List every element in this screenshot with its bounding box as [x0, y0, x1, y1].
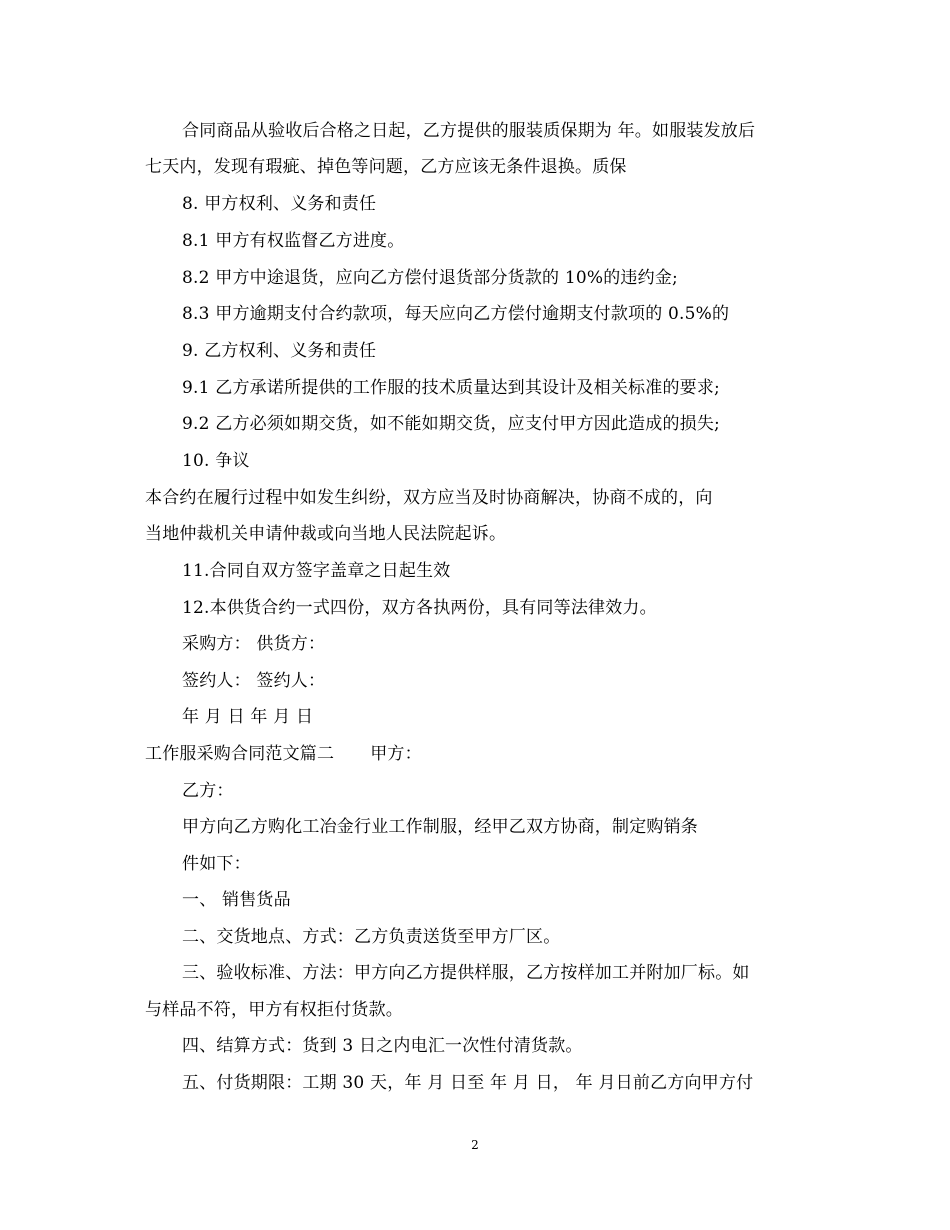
paragraph-line: 甲方向乙方购化工冶金行业工作制服，经甲乙双方协商，制定购销条	[182, 817, 698, 837]
clause-line: 8.2 甲方中途退货，应向乙方偿付退货部分货款的 10%的违约金;	[182, 268, 678, 288]
signature-date-line: 年 月 日 年 月 日	[182, 707, 314, 727]
clause-line: 8.1 甲方有权监督乙方进度。	[182, 231, 405, 251]
signature-signer-line: 签约人： 签约人：	[182, 671, 326, 691]
paragraph-line: 七天内，发现有瑕疵、掉色等问题，乙方应该无条件退换。质保	[145, 157, 627, 177]
paragraph-line: 合同商品从验收后合格之日起，乙方提供的服装质保期为 年。如服装发放后	[182, 121, 756, 141]
section-heading: 8. 甲方权利、义务和责任	[182, 194, 377, 214]
section-heading: 9. 乙方权利、义务和责任	[182, 341, 377, 361]
clause-line: 8.3 甲方逾期支付合约款项，每天应向乙方偿付逾期支付款项的 0.5%的	[182, 304, 730, 324]
section-heading: 10. 争议	[182, 451, 250, 471]
paragraph-line: 与样品不符，甲方有权拒付货款。	[145, 1000, 403, 1020]
page-number: 2	[471, 1138, 479, 1152]
party-a-label: 甲方：	[370, 744, 422, 764]
clause-line: 三、验收标准、方法：甲方向乙方提供样服，乙方按样加工并附加厂标。如	[182, 963, 750, 983]
section-heading: 一、 销售货品	[182, 890, 291, 910]
article-title-line	[145, 743, 422, 765]
clause-line: 五、付货期限：工期 30 天，年 月 日至 年 月 日， 年 月日前乙方向甲方付	[182, 1073, 754, 1093]
clause-line: 9.2 乙方必须如期交货，如不能如期交货，应支付甲方因此造成的损失;	[182, 414, 720, 434]
clause-line: 12.本供货合约一式四份，双方各执两份，具有同等法律效力。	[182, 598, 657, 618]
signature-party-line: 采购方： 供货方：	[182, 634, 326, 654]
party-b-label: 乙方：	[182, 781, 234, 801]
clause-line: 9.1 乙方承诺所提供的工作服的技术质量达到其设计及相关标准的要求;	[182, 378, 720, 398]
paragraph-line: 件如下：	[182, 854, 251, 874]
article-title: 工作服采购合同范文篇二	[145, 744, 335, 764]
paragraph-line: 当地仲裁机关申请仲裁或向当地人民法院起诉。	[145, 524, 507, 544]
clause-line: 11.合同自双方签字盖章之日起生效	[182, 561, 451, 581]
paragraph-line: 本合约在履行过程中如发生纠纷，双方应当及时协商解决，协商不成的，向	[145, 488, 713, 508]
clause-line: 四、结算方式：货到 3 日之内电汇一次性付清货款。	[182, 1036, 583, 1056]
clause-line: 二、交货地点、方式：乙方负责送货至甲方厂区。	[182, 927, 561, 947]
